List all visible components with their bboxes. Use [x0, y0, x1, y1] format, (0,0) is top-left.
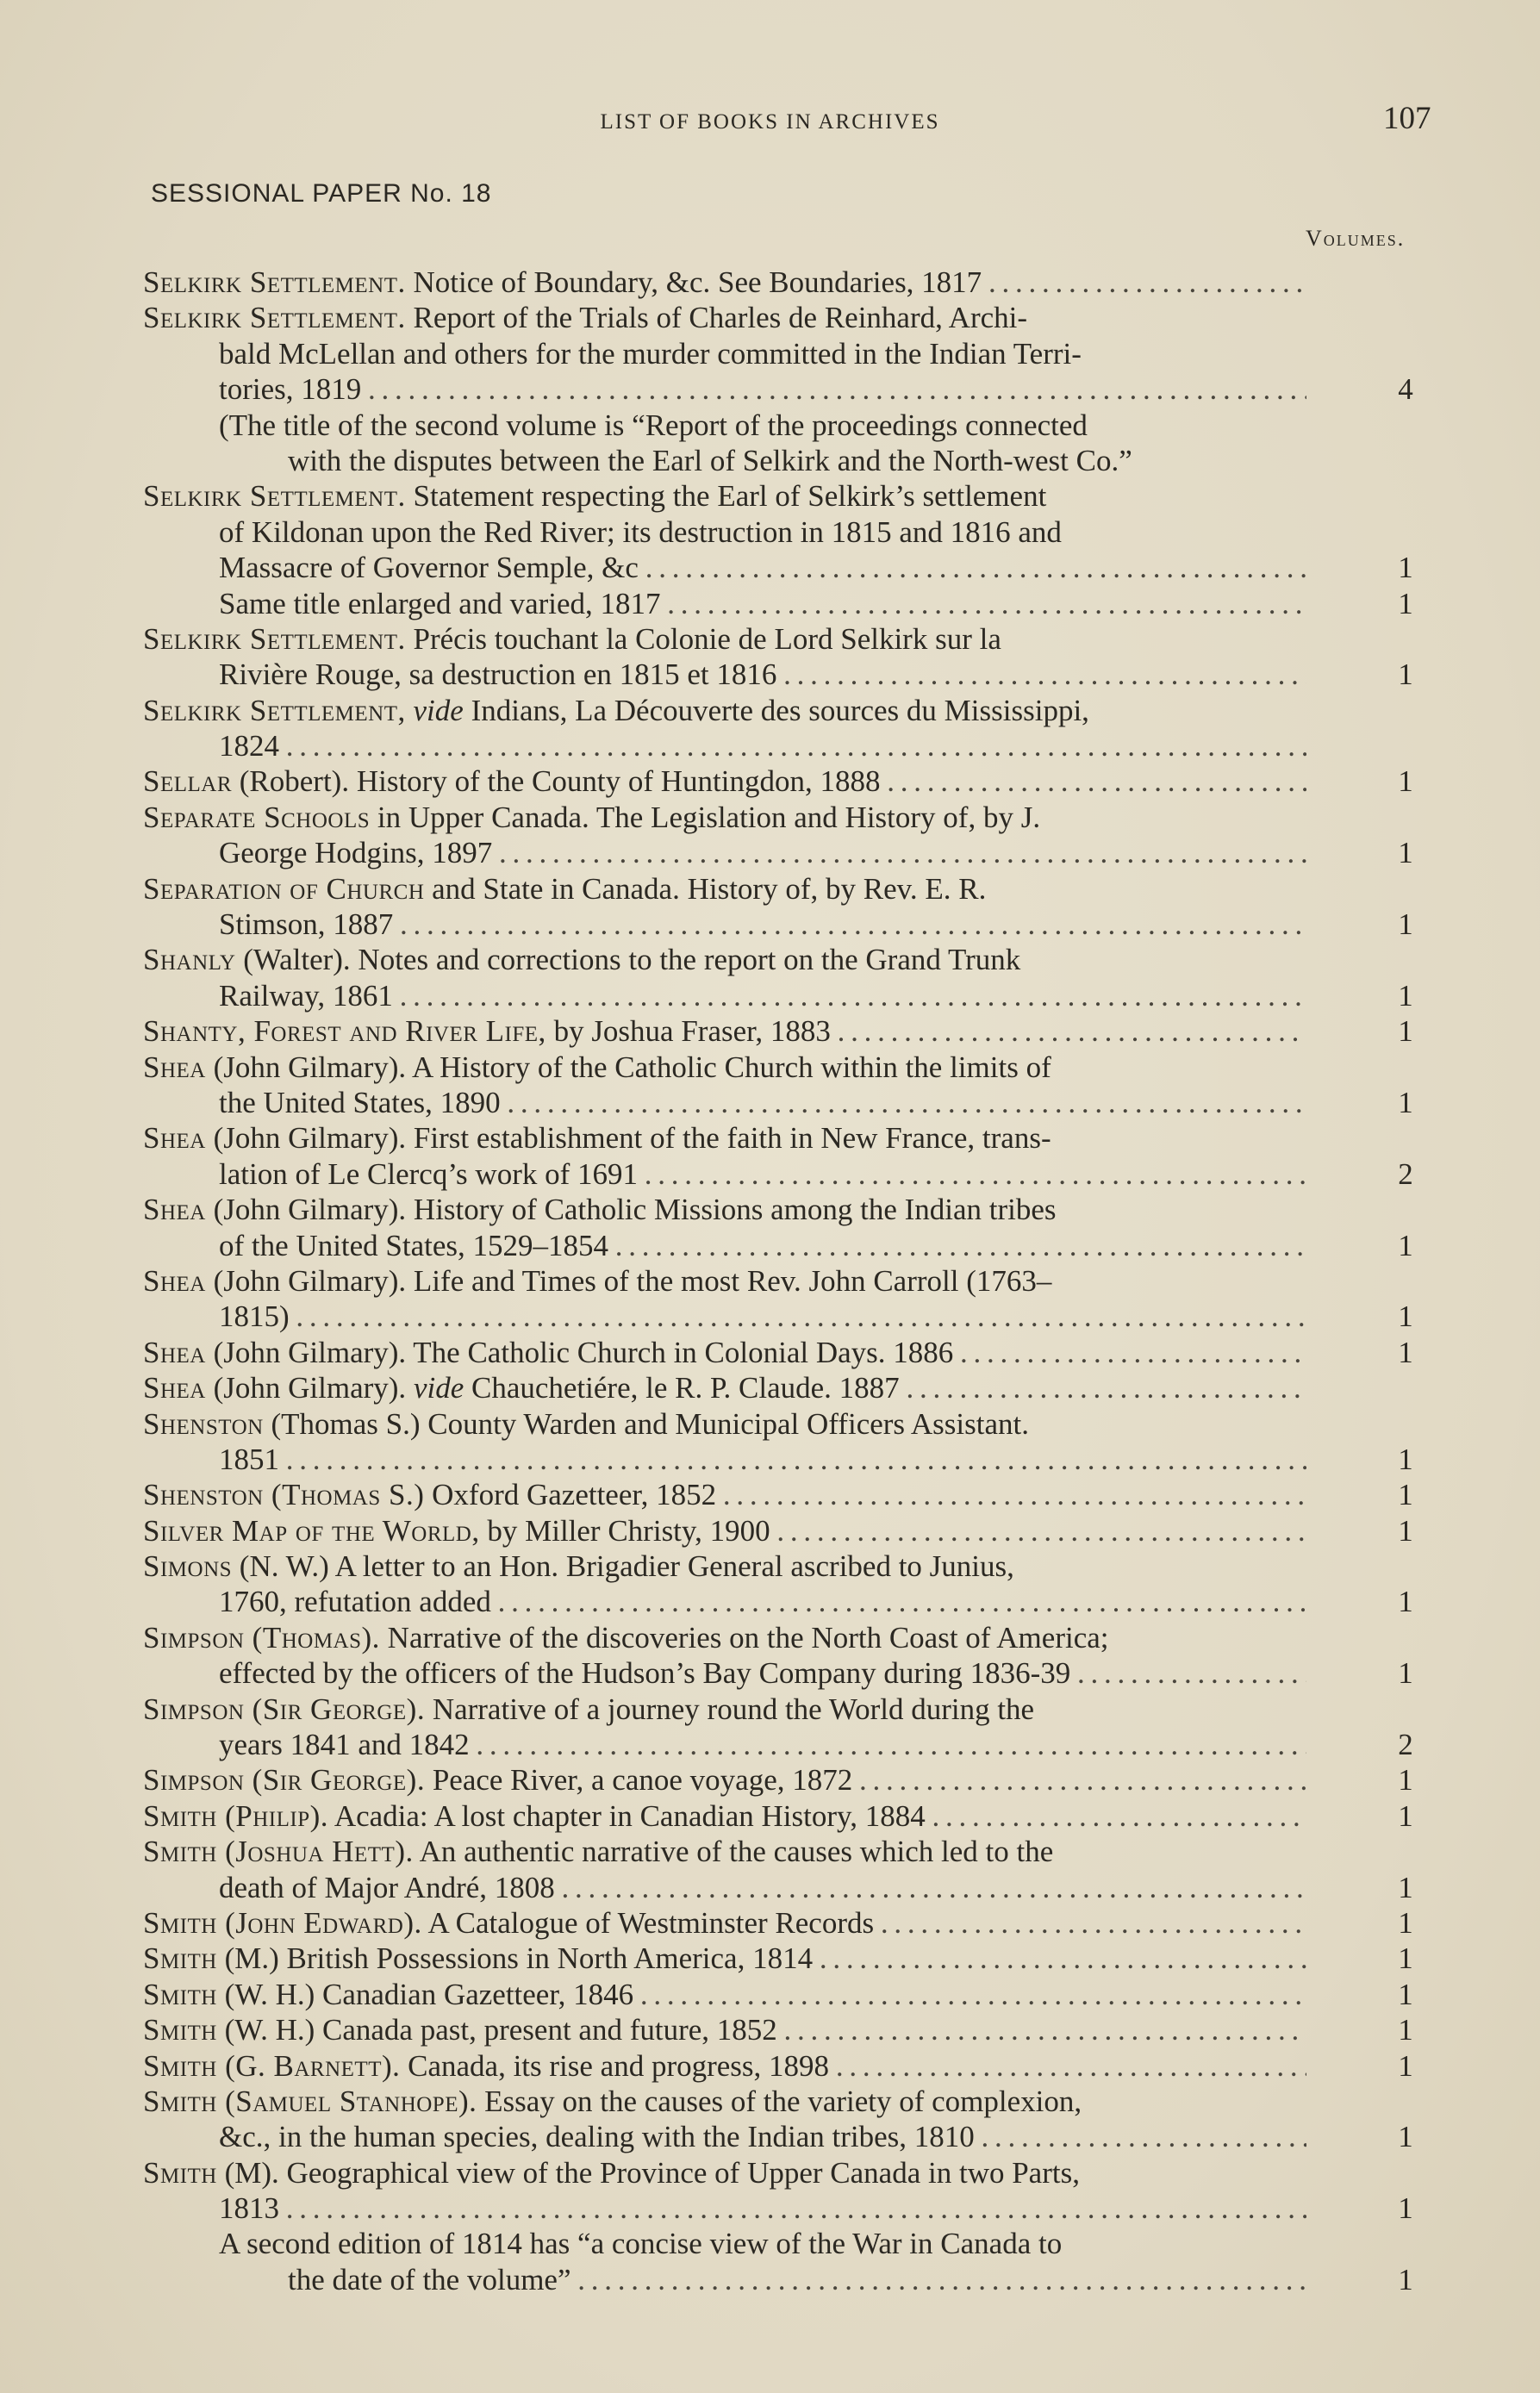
- entry-body: 1824: [219, 729, 279, 763]
- entry-body: of Kildonan upon the Red River; its destruction in 1815 and 1816 and: [219, 514, 1062, 549]
- volume-count: 1: [1398, 1656, 1413, 1691]
- entry-body: 1815): [219, 1299, 290, 1334]
- entry-text: [219, 1085, 1306, 1120]
- entry-heading: Shanly: [143, 943, 236, 977]
- entry-body: by Miller Christy, 1900: [479, 1513, 770, 1548]
- entry-text: [143, 1370, 1306, 1405]
- list-line: [143, 265, 1453, 300]
- entry-heading: Shenston (Thomas S.): [143, 1478, 425, 1512]
- entry-heading: Shea: [143, 1371, 206, 1405]
- list-line: [143, 1192, 1453, 1227]
- entry-heading: Simpson (Thomas).: [143, 1620, 380, 1655]
- entry-body: Same title enlarged and varied, 1817: [219, 586, 661, 620]
- entry-heading: Selkirk Settlement.: [143, 621, 406, 656]
- entry-text: [143, 1335, 1306, 1370]
- volume-count: 1: [1398, 1585, 1413, 1619]
- entry-text: [219, 907, 1306, 942]
- entry-body: George Hodgins, 1897: [219, 836, 493, 870]
- entry-text: [143, 1549, 1306, 1584]
- volume-count: 1: [1398, 1442, 1413, 1476]
- list-line: [143, 1442, 1453, 1477]
- list-line: [143, 1584, 1453, 1619]
- entry-body: &c., in the human species, dealing with the Indian tribes, 1810: [219, 2120, 975, 2154]
- entry-text: [143, 2012, 1306, 2047]
- entry-heading: Simpson (Sir George).: [143, 1692, 426, 1726]
- entry-body: Peace River, a canoe voyage, 1872: [425, 1763, 853, 1798]
- volume-count: 1: [1398, 1299, 1413, 1334]
- list-line: [143, 1228, 1453, 1263]
- list-line: [143, 1513, 1453, 1549]
- volume-count: 1: [1398, 1941, 1413, 1976]
- entry-heading: Smith (G. Barnett).: [143, 2048, 401, 2083]
- entry-text: [143, 1013, 1306, 1049]
- entry-italic: vide: [405, 693, 464, 727]
- entry-body: Acadia: A lost chapter in Canadian History, 1884: [328, 1798, 926, 1833]
- list-line: [143, 728, 1453, 763]
- list-line: [143, 336, 1453, 371]
- entry-body: by Joshua Fraser, 1883: [546, 1014, 831, 1049]
- list-line: [143, 1085, 1453, 1120]
- list-line: [143, 1156, 1453, 1192]
- entry-body: Rivière Rouge, sa destruction en 1815 et 1816: [219, 657, 777, 692]
- entry-text: [143, 800, 1306, 835]
- entry-body: (The title of the second volume is “Report of the proceedings connected: [219, 408, 1088, 442]
- entry-text: [143, 763, 1306, 799]
- list-line: [143, 1905, 1453, 1941]
- entry-text: [219, 1228, 1306, 1263]
- list-line: [143, 2155, 1453, 2190]
- entry-text: [219, 978, 1306, 1013]
- entry-heading: Simpson (Sir George).: [143, 1763, 426, 1798]
- list-line: [143, 586, 1453, 621]
- entry-text: [143, 300, 1306, 335]
- entry-text: [219, 1584, 1306, 1619]
- entry-heading: Smith (John Edward).: [143, 1905, 422, 1940]
- list-line: [143, 371, 1453, 407]
- entry-text: [143, 1620, 1306, 1655]
- entry-heading: Shanty, Forest and River Life,: [143, 1014, 546, 1049]
- entry-body: Report of the Trials of Charles de Reinhard, Archi-: [405, 301, 1028, 335]
- entry-heading: Smith: [143, 1977, 217, 2011]
- entry-heading: Shenston: [143, 1406, 264, 1441]
- entry-text: [219, 586, 1306, 621]
- entry-body: (John Gilmary).: [205, 1371, 407, 1405]
- entry-body: effected by the officers of the Hudson’s Bay Company during 1836-39: [219, 1656, 1071, 1691]
- list-line: [143, 1406, 1453, 1442]
- entry-heading: Smith: [143, 2013, 217, 2047]
- entry-body: Chauchetiére, le R. P. Claude. 1887: [464, 1371, 900, 1405]
- entry-text: [143, 942, 1306, 977]
- entry-body: (John Gilmary). First establishment of the faith in New France, trans-: [205, 1121, 1051, 1156]
- entry-text: [143, 621, 1306, 657]
- volume-count: 1: [1398, 1870, 1413, 1904]
- entry-heading: Sellar: [143, 764, 233, 799]
- entry-text: [219, 1156, 1306, 1192]
- entry-text: [219, 1299, 1306, 1334]
- entry-body: and State in Canada. History of, by Rev. E. R.: [424, 871, 987, 906]
- volume-count: 1: [1398, 1763, 1413, 1798]
- list-line: [143, 907, 1453, 942]
- entry-body: in Upper Canada. The Legislation and History of, by J.: [370, 800, 1041, 834]
- entry-text: [219, 514, 1306, 550]
- entry-body: (W. H.) Canada past, present and future, 1852: [216, 2013, 777, 2047]
- list-line: [143, 978, 1453, 1013]
- entry-text: [219, 336, 1306, 371]
- entry-body: of the United States, 1529–1854: [219, 1228, 609, 1262]
- entry-text: [219, 408, 1306, 443]
- entry-heading: Separate Schools: [143, 800, 371, 834]
- list-line: [143, 1977, 1453, 2012]
- volume-count: 1: [1398, 1798, 1413, 1833]
- running-title: LIST OF BOOKS IN ARCHIVES: [600, 110, 940, 134]
- entry-text: [143, 478, 1306, 514]
- entry-text: [143, 265, 1306, 300]
- list-line: [143, 942, 1453, 977]
- entry-text: [219, 657, 1306, 692]
- volume-count: 1: [1398, 978, 1413, 1013]
- volume-count: 1: [1398, 1513, 1413, 1548]
- entry-body: Indians, La Découverte des sources du Mississippi,: [463, 693, 1089, 727]
- list-line: [143, 478, 1453, 514]
- list-line: [143, 408, 1453, 443]
- entry-text: [219, 371, 1306, 407]
- entry-heading: Selkirk Settlement.: [143, 265, 406, 299]
- entry-text: [219, 2190, 1306, 2226]
- volume-count: 1: [1398, 1478, 1413, 1512]
- entry-heading: Smith (Joshua Hett).: [143, 1835, 414, 1869]
- entry-heading: Shea: [143, 1121, 206, 1156]
- list-line: [143, 1620, 1453, 1655]
- entry-text: [143, 1263, 1306, 1299]
- entry-body: 1760, refutation added: [219, 1585, 491, 1619]
- entry-heading: Shea: [143, 1193, 206, 1227]
- volume-count: 1: [1398, 836, 1413, 870]
- entry-body: Narrative of a journey round the World during the: [425, 1692, 1035, 1726]
- list-line: [143, 621, 1453, 657]
- list-line: [143, 871, 1453, 907]
- entry-body: Essay on the causes of the variety of complexion,: [477, 2084, 1082, 2118]
- volume-count: 1: [1398, 907, 1413, 942]
- list-line: [143, 800, 1453, 835]
- entry-heading: Selkirk Settlement.: [143, 479, 406, 514]
- list-line: [143, 1335, 1453, 1370]
- entry-heading: Selkirk Settlement.: [143, 301, 406, 335]
- volume-count: 1: [1398, 2191, 1413, 2226]
- entry-heading: Silver Map of the World,: [143, 1513, 480, 1548]
- list-line: [143, 1370, 1453, 1405]
- entry-text: [143, 1477, 1306, 1512]
- list-line: [143, 657, 1453, 692]
- list-line: [143, 835, 1453, 870]
- entry-body: (Thomas S.) County Warden and Municipal Officers Assistant.: [263, 1406, 1029, 1441]
- entry-body: (John Gilmary). Life and Times of the most Rev. John Carroll (1763–: [205, 1263, 1052, 1298]
- entry-body: (W. H.) Canadian Gazetteer, 1846: [216, 1977, 634, 2011]
- list-line: [143, 1762, 1453, 1798]
- volume-count: 2: [1398, 1156, 1413, 1191]
- entry-body: 1813: [219, 2191, 279, 2226]
- list-line: [143, 1299, 1453, 1334]
- entry-text: [143, 1513, 1306, 1549]
- entry-body: A second edition of 1814 has “a concise view of the War in Canada to: [219, 2227, 1063, 2261]
- list-line: [143, 1798, 1453, 1834]
- list-line: [143, 1727, 1453, 1762]
- list-line: [143, 1941, 1453, 1976]
- page-number: 107: [1383, 101, 1431, 136]
- list-line: [143, 1477, 1453, 1512]
- volume-count: 1: [1398, 2048, 1413, 2083]
- entry-body: 1851: [219, 1442, 279, 1476]
- list-line: [143, 1692, 1453, 1727]
- entry-body: Stimson, 1887: [219, 907, 394, 942]
- volume-count: 1: [1398, 2013, 1413, 2047]
- entry-text: [143, 1798, 1306, 1834]
- entry-body: with the disputes between the Earl of Selkirk and the North-west Co.”: [288, 443, 1132, 477]
- entry-text: [219, 1655, 1306, 1691]
- list-line: [143, 763, 1453, 799]
- entry-text: [143, 1905, 1306, 1941]
- entry-text: [219, 550, 1306, 585]
- volume-count: 1: [1398, 764, 1413, 799]
- entry-body: the date of the volume”: [288, 2262, 571, 2296]
- entry-heading: Simons: [143, 1549, 233, 1584]
- entry-body: (Robert). History of the County of Huntingdon, 1888: [232, 764, 881, 799]
- list-line: [143, 300, 1453, 335]
- entry-body: An authentic narrative of the causes which led to the: [413, 1835, 1054, 1869]
- volume-count: 1: [1398, 1335, 1413, 1369]
- list-line: [143, 2190, 1453, 2226]
- volume-count: 1: [1398, 1905, 1413, 1940]
- entry-body: Oxford Gazetteer, 1852: [424, 1478, 717, 1512]
- list-line: [143, 1834, 1453, 1869]
- entry-text: [219, 2226, 1306, 2261]
- entry-italic: vide: [406, 1371, 464, 1405]
- list-line: [143, 2048, 1453, 2084]
- entry-text: [143, 1834, 1306, 1869]
- entry-body: bald McLellan and others for the murder committed in the Indian Terri-: [219, 336, 1082, 371]
- entry-text: [143, 1762, 1306, 1798]
- entry-text: [219, 2119, 1306, 2154]
- entry-text: [219, 835, 1306, 870]
- list-line: [143, 2012, 1453, 2047]
- entry-text: [143, 871, 1306, 907]
- entry-text: [143, 1692, 1306, 1727]
- entry-text: [143, 1977, 1306, 2012]
- sessional-paper-label: SESSIONAL PAPER No. 18: [151, 179, 492, 208]
- list-line: [143, 1549, 1453, 1584]
- list-line: [143, 1120, 1453, 1156]
- entry-text: [143, 1050, 1306, 1085]
- volume-count: 1: [1398, 551, 1413, 585]
- list-line: [143, 550, 1453, 585]
- entry-body: Massacre of Governor Semple, &c: [219, 551, 639, 585]
- volume-count: 2: [1398, 1728, 1413, 1762]
- list-line: [143, 2084, 1453, 2119]
- entry-heading: Smith (Samuel Stanhope).: [143, 2084, 477, 2118]
- list-line: [143, 2226, 1453, 2261]
- volume-count: 1: [1398, 1085, 1413, 1119]
- entry-body: (M). Geographical view of the Province of Upper Canada in two Parts,: [216, 2155, 1080, 2190]
- entry-text: [219, 1870, 1306, 1905]
- entry-text: [143, 1120, 1306, 1156]
- entry-heading: Smith (Philip).: [143, 1798, 328, 1833]
- entry-text: [219, 728, 1306, 763]
- volume-count: 1: [1398, 657, 1413, 692]
- list-line: [143, 514, 1453, 550]
- entry-text: [143, 1941, 1306, 1976]
- entry-body: death of Major André, 1808: [219, 1870, 555, 1904]
- entry-text: [143, 2084, 1306, 2119]
- volumes-column-heading: Volumes.: [1306, 226, 1406, 251]
- list-line: [143, 693, 1453, 728]
- entry-text: [143, 1406, 1306, 1442]
- list-line: [143, 2262, 1453, 2297]
- volume-count: 1: [1398, 1977, 1413, 2011]
- book-list: [143, 265, 1453, 2297]
- entry-heading: Shea: [143, 1050, 206, 1084]
- entry-heading: Shea: [143, 1335, 206, 1369]
- volume-count: 1: [1398, 2120, 1413, 2154]
- volume-count: 1: [1398, 586, 1413, 620]
- entry-heading: Selkirk Settlement,: [143, 693, 406, 727]
- entry-heading: Shea: [143, 1263, 206, 1298]
- entry-body: (John Gilmary). A History of the Catholic Church within the limits of: [205, 1050, 1051, 1084]
- entry-body: A Catalogue of Westminster Records: [421, 1905, 875, 1940]
- entry-text: [288, 2262, 1306, 2297]
- list-line: [143, 1050, 1453, 1085]
- entry-text: [143, 2048, 1306, 2084]
- entry-body: Précis touchant la Colonie de Lord Selkirk sur la: [405, 621, 1001, 656]
- entry-body: Canada, its rise and progress, 1898: [400, 2048, 830, 2083]
- entry-text: [288, 443, 1306, 478]
- entry-text: [143, 1192, 1306, 1227]
- entry-body: Railway, 1861: [219, 978, 393, 1013]
- list-line: [143, 1870, 1453, 1905]
- entry-body: years 1841 and 1842: [219, 1728, 470, 1762]
- entry-body: Narrative of the discoveries on the North Coast of America;: [379, 1620, 1109, 1655]
- volume-count: 1: [1398, 1228, 1413, 1262]
- entry-text: [219, 1727, 1306, 1762]
- entry-text: [219, 1442, 1306, 1477]
- entry-body: (N. W.) A letter to an Hon. Brigadier General ascribed to Junius,: [232, 1549, 1014, 1584]
- entry-heading: Separation of Church: [143, 871, 425, 906]
- entry-text: [143, 2155, 1306, 2190]
- list-line: [143, 443, 1453, 478]
- list-line: [143, 1013, 1453, 1049]
- entry-body: (John Gilmary). History of Catholic Missions among the Indian tribes: [205, 1193, 1057, 1227]
- entry-heading: Smith: [143, 1941, 217, 1976]
- list-line: [143, 2119, 1453, 2154]
- entry-body: (Walter). Notes and corrections to the report on the Grand Trunk: [235, 943, 1021, 977]
- volume-count: 1: [1398, 1014, 1413, 1049]
- entry-body: (M.) British Possessions in North America, 1814: [216, 1941, 814, 1976]
- entry-body: (John Gilmary). The Catholic Church in Colonial Days. 1886: [205, 1335, 954, 1369]
- entry-body: Statement respecting the Earl of Selkirk’s settlement: [405, 479, 1047, 514]
- list-line: [143, 1655, 1453, 1691]
- volume-count: 1: [1398, 2262, 1413, 2296]
- entry-body: tories, 1819: [219, 372, 362, 407]
- list-line: [143, 1263, 1453, 1299]
- entry-heading: Smith: [143, 2155, 217, 2190]
- entry-body: lation of Le Clercq’s work of 1691: [219, 1156, 639, 1191]
- entry-text: [143, 693, 1306, 728]
- entry-body: Notice of Boundary, &c. See Boundaries, 1817: [405, 265, 982, 299]
- volume-count: 4: [1398, 372, 1413, 407]
- entry-body: the United States, 1890: [219, 1085, 501, 1119]
